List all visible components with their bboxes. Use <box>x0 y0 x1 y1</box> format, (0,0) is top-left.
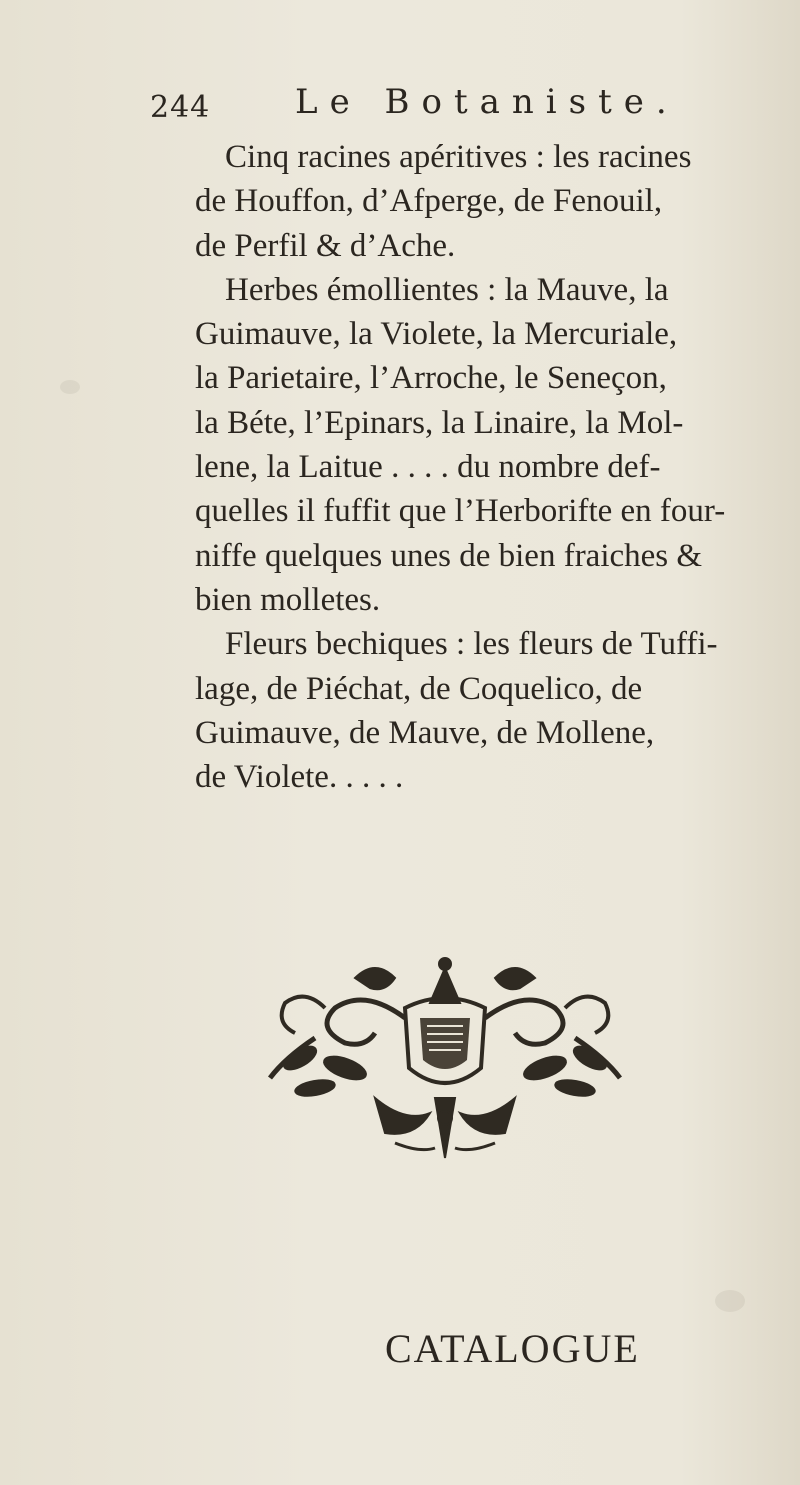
text-line: de Perfil & d’Ache. <box>195 227 456 264</box>
text-line: Fleurs bechiques : les fleurs de Tuffi- <box>225 626 718 663</box>
text-line: Cinq racines apéritives : les racines <box>225 139 692 175</box>
text-line: la Parietaire, l’Arroche, le Seneçon, <box>195 360 667 397</box>
text-line: Guimauve, de Mauve, de Mollene, <box>195 714 655 751</box>
text-line: Herbes émollientes : la Mauve, la <box>225 271 669 308</box>
text-line: quelles il fuffit que l’Herborifte en four- <box>195 493 726 530</box>
paper-spot <box>60 380 80 394</box>
text-line: niffe quelques unes de bien fraiches & <box>195 537 703 574</box>
paragraph-flowers <box>195 622 795 799</box>
text-line: de Violete. . . . . <box>195 759 404 796</box>
text-line: Guimauve, la Violete, la Mercuriale, <box>195 316 678 353</box>
paper-spot <box>715 1290 745 1312</box>
text-line: de Houffon, d’Afperge, de Fenouil, <box>195 183 663 220</box>
text-line: la Béte, l’Epinars, la Linaire, la Mol- <box>195 404 684 441</box>
paragraph-herbs <box>195 268 795 622</box>
text-line: lage, de Piéchat, de Coquelico, de <box>195 670 643 707</box>
page-number: 244 <box>150 90 211 125</box>
floral-ornament-icon <box>255 948 635 1168</box>
catchword: CATALOGUE <box>385 1326 640 1371</box>
text-line: bien molletes. <box>195 581 381 618</box>
page-header <box>150 82 710 132</box>
text-line: lene, la Laitue . . . . du nombre def- <box>195 449 661 486</box>
body-text <box>195 135 795 799</box>
running-title: Le Botaniste. <box>295 82 679 122</box>
paragraph-roots <box>195 135 795 268</box>
